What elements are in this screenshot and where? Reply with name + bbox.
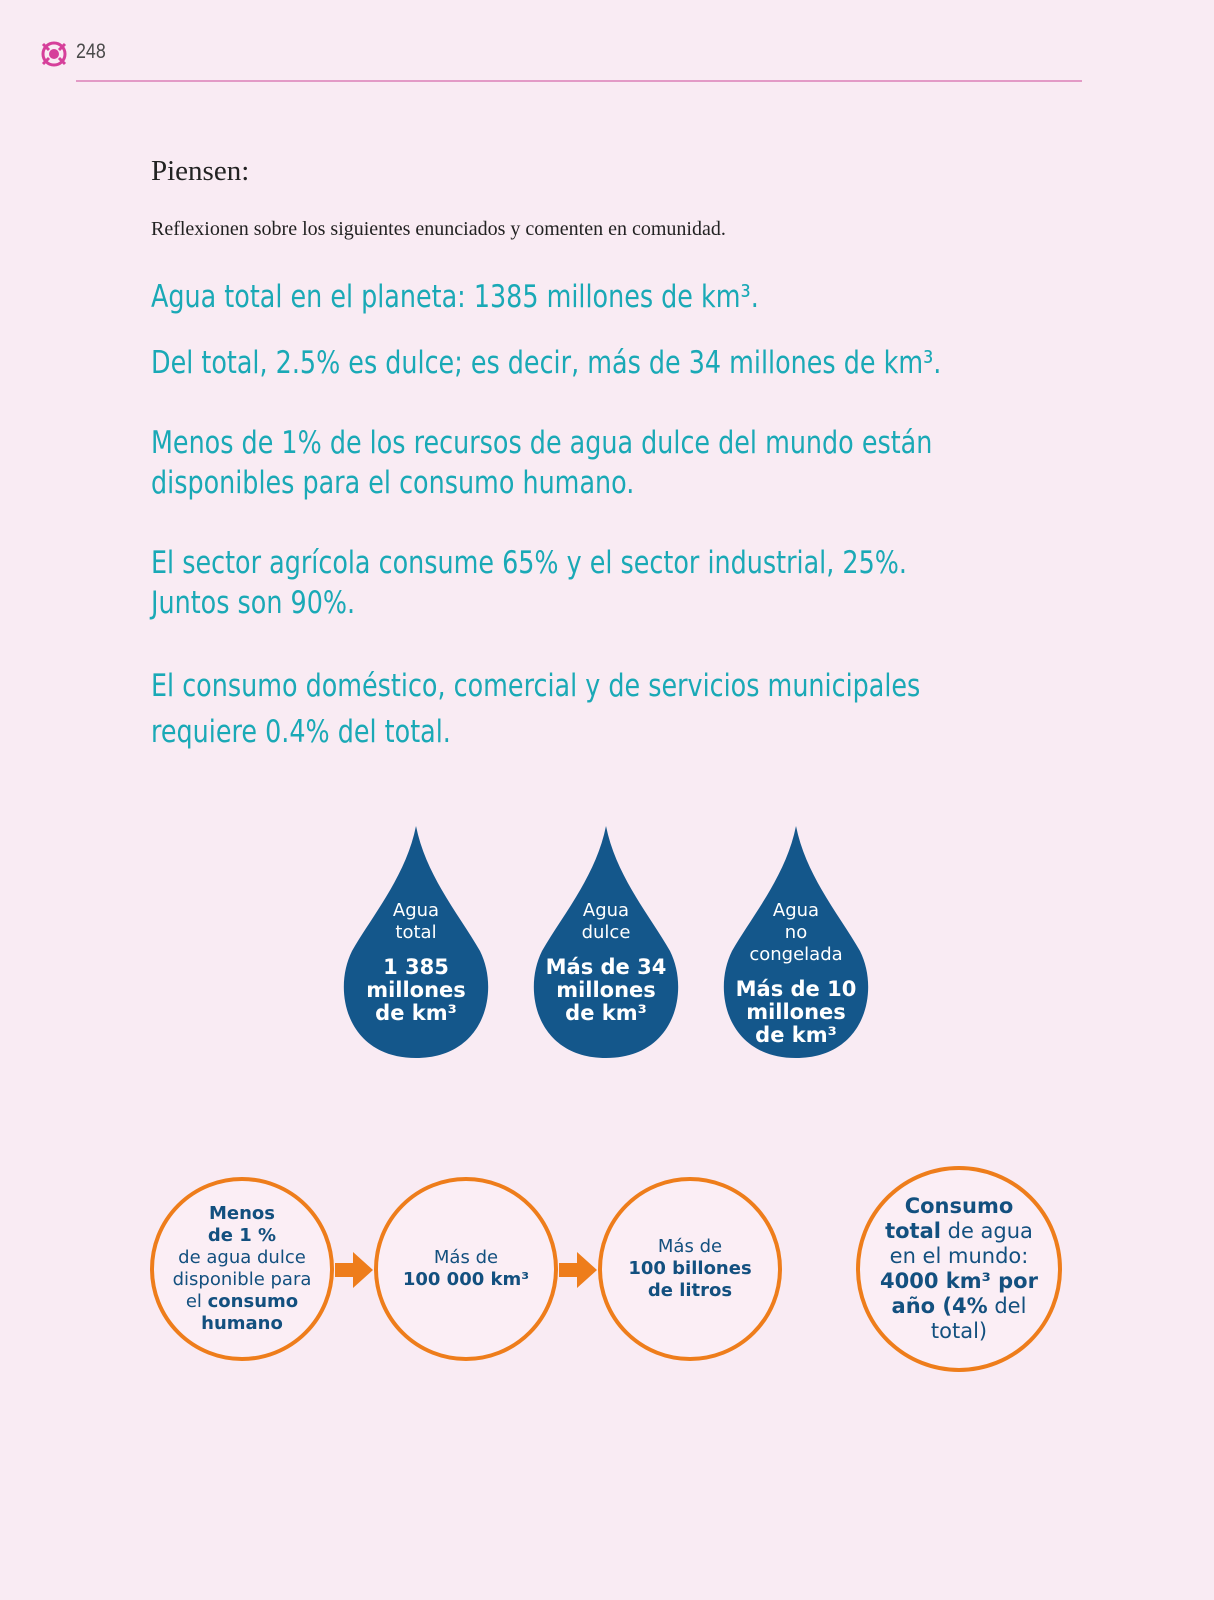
circle-text: Consumo (904, 1194, 1014, 1218)
drop-label-line: total (395, 922, 437, 943)
drop-label-line: dulce (581, 922, 631, 943)
circle-text: Más de (657, 1236, 723, 1257)
circle-text: año (4% (891, 1294, 988, 1318)
drop-value-line: Más de 34 (545, 955, 667, 979)
arrow-right-icon (559, 1250, 599, 1290)
statement-line: Del total, 2.5% es dulce; es decir, más de 34 millones de km³. (151, 345, 942, 381)
circle-text: Menos (208, 1203, 275, 1224)
statement-1 (151, 277, 759, 317)
drop-value-line: de km³ (375, 1001, 457, 1025)
header-divider (76, 80, 1082, 82)
drop-label-line: Agua (772, 900, 820, 921)
drop-value-line: de km³ (565, 1001, 647, 1025)
statement-line: El consumo doméstico, comercial y de servicios municipales (151, 668, 921, 704)
statement-2 (151, 343, 941, 383)
circle-text: Más de (433, 1247, 499, 1268)
statement-line: Menos de 1% de los recursos de agua dulce del mundo están (151, 425, 933, 461)
circle-text: humano (201, 1313, 283, 1334)
circle-text: total) (930, 1319, 988, 1343)
instruction-text: Reflexionen sobre los siguientes enunciados y comenten en comunidad. (151, 218, 726, 240)
drop-value-line: Más de 10 (735, 977, 857, 1001)
statement-line: disponibles para el consumo humano. (151, 465, 635, 501)
drop-agua-dulce (530, 826, 682, 1058)
drop-label-line: Agua (392, 900, 440, 921)
statement-line: El sector agrícola consume 65% y el sector industrial, 25%. (151, 545, 907, 581)
drop-value-line: millones (746, 1000, 846, 1024)
drop-value-line: 1 385 (383, 955, 449, 979)
circle-text: 100 000 km³ (402, 1269, 530, 1290)
circle-text: 100 billones (628, 1258, 752, 1279)
drop-agua-total (340, 826, 492, 1058)
circle-text: de agua (940, 1219, 1033, 1243)
drop-label-line: Agua (582, 900, 630, 921)
circle-text: de 1 % (207, 1225, 277, 1246)
circle-text: de agua dulce (178, 1247, 306, 1268)
drop-label-line: congelada (749, 944, 843, 965)
section-title: Piensen: (151, 155, 250, 187)
circle-text: del (987, 1294, 1027, 1318)
circle-text: en el mundo: (889, 1244, 1029, 1268)
circle-text: consumo (207, 1291, 299, 1312)
statement-line: Agua total en el planeta: 1385 millones de km³. (151, 279, 759, 315)
drop-label-line: no (784, 922, 808, 943)
drop-value-line: millones (366, 978, 466, 1002)
circle-text: de litros (647, 1280, 733, 1301)
circle-volumen (374, 1177, 558, 1361)
circle-text: 4000 km³ por (880, 1269, 1038, 1293)
statement-5 (151, 663, 920, 755)
circle-consumo-mundial (856, 1166, 1062, 1372)
circle-text: el (185, 1291, 208, 1312)
arrow-right-icon (335, 1250, 375, 1290)
statement-3 (151, 423, 932, 503)
ornament-icon (40, 40, 68, 68)
drop-value-line: de km³ (755, 1023, 837, 1047)
circle-text: disponible para (172, 1269, 312, 1290)
statement-4 (151, 543, 907, 623)
circle-text: total (885, 1219, 941, 1243)
statement-line: requiere 0.4% del total. (151, 714, 451, 750)
statement-line: Juntos son 90%. (151, 585, 356, 621)
drop-agua-no-congelada (720, 826, 872, 1058)
drop-value-line: millones (556, 978, 656, 1002)
circle-consumo-humano (150, 1177, 334, 1361)
circle-litros (598, 1177, 782, 1361)
page-number: 248 (76, 40, 106, 63)
